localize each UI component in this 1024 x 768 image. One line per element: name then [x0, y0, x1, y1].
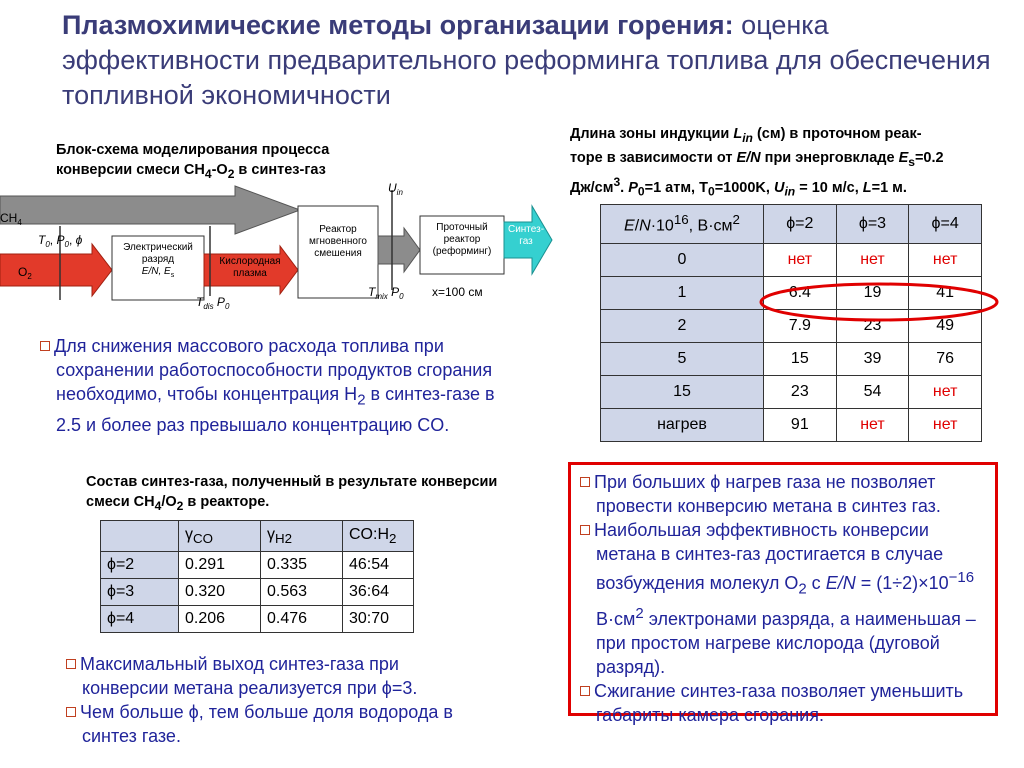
composition-table	[100, 520, 414, 633]
table-row: ϕ=3 0.320 0.563 36:64	[101, 579, 414, 606]
bullet-icon	[580, 477, 590, 487]
t0-p0-phi-label: $T_0$, $P_0$, ϕ	[38, 233, 83, 249]
syngas-label: Синтез-газ	[507, 224, 545, 247]
table-row: 0 нет нет нет	[601, 244, 982, 277]
flow-diagram	[0, 180, 560, 315]
conclusions	[580, 470, 990, 727]
title-rest: оценка эффективности предварительного реформинга топлива для обеспечения топливной экономичности	[62, 10, 991, 110]
bullet-icon	[66, 707, 76, 717]
o2-arrow	[0, 244, 112, 296]
ch4-label: $CH_4$	[0, 211, 22, 227]
discharge-label: Электрический разряд E/N, $E_s$	[123, 242, 193, 279]
t-dis-label: $T_{dis}$ $P_0$	[196, 295, 230, 311]
bottom-bullets	[66, 652, 466, 748]
bullet-icon	[580, 686, 590, 696]
table-row: $E/N\cdot 10^{16}$, $В\cdot см^2$ ϕ=2 ϕ=3 ϕ=4	[601, 205, 982, 244]
induction-caption: Длина зоны индукции $L_{in}$ (см) в проточном реак- торе в зависимости от E/N при энерговкладе $E_s=0.2$ $Дж/см^3$. $P_0=1$ атм, $T_0=1000K$, $U_{in} = 10$ м/с, L=1 м.	[570, 126, 944, 199]
table-row: 1 6.4 19 41	[601, 277, 982, 310]
list-item: При больших ϕ нагрев газа не позволяет провести конверсию метана в синтез газ.	[580, 470, 990, 518]
x-label: x=100 см	[432, 285, 483, 299]
list-item: Чем больше ϕ, тем больше доля водорода в синтез газе.	[66, 700, 466, 748]
table-row: 2 7.9 23 49	[601, 310, 982, 343]
table-row: ϕ=2 0.291 0.335 46:54	[101, 552, 414, 579]
oxygen-plasma-label: Кислородная плазма	[219, 256, 281, 279]
left-bullet: Для снижения массового расхода топлива при сохранении работоспособности продуктов сгорания необходимо, чтобы концентрация $H_2$ в синтез-газе в 2.5 и более раз превышало концентрацию CO.	[40, 334, 520, 437]
table-row: $\gamma_{CO}$ $\gamma_{H2}$ $CO:H_2$	[101, 521, 414, 552]
reactor-label: Реактор мгновенного смешения	[309, 224, 367, 259]
bullet-icon	[40, 341, 50, 351]
table-row: нагрев 91 нет нет	[601, 409, 982, 442]
flow-reactor-label: Проточный реактор (реформинг)	[432, 222, 492, 257]
list-item: Максимальный выход синтез-газа при конверсии метана реализуется при ϕ=3.	[66, 652, 466, 700]
mix-arrow	[378, 228, 420, 272]
u-in-label: $U_{in}$	[388, 181, 403, 197]
bullet-icon	[66, 659, 76, 669]
o2-label: $O_2$	[18, 265, 32, 281]
t-mix-label: $T_{mix}$ $P_0$	[368, 285, 404, 301]
diagram-caption: Блок-схема моделирования процесса конверсии смеси $CH_4-O_2$ в синтез-газ	[56, 142, 330, 181]
composition-caption: Состав синтез-газа, полученный в результате конверсии смеси $CH_4/O_2$ в реакторе.	[86, 474, 498, 513]
list-item: Сжигание синтез-газа позволяет уменьшить габариты камера сгорания.	[580, 679, 990, 727]
page-title	[62, 8, 1022, 113]
list-item: Наибольшая эффективность конверсии метана в синтез-газ достигается в случае возбуждения молекул $O_2$ с $E/N = (1\div 2)\times 10^{-16}$ $В\cdot см^2$ электронами разряда, а наименьшая – при простом нагреве кислорода (дуговой разряд).	[580, 518, 990, 679]
table-row: ϕ=4 0.206 0.476 30:70	[101, 606, 414, 633]
bullet-icon	[580, 525, 590, 535]
title-bold: Плазмохимические методы организации горения:	[62, 10, 734, 40]
table-row: 5 15 39 76	[601, 343, 982, 376]
highlight-ellipse	[756, 280, 1002, 324]
table-row: 15 23 54 нет	[601, 376, 982, 409]
ch4-arrow	[0, 186, 300, 234]
